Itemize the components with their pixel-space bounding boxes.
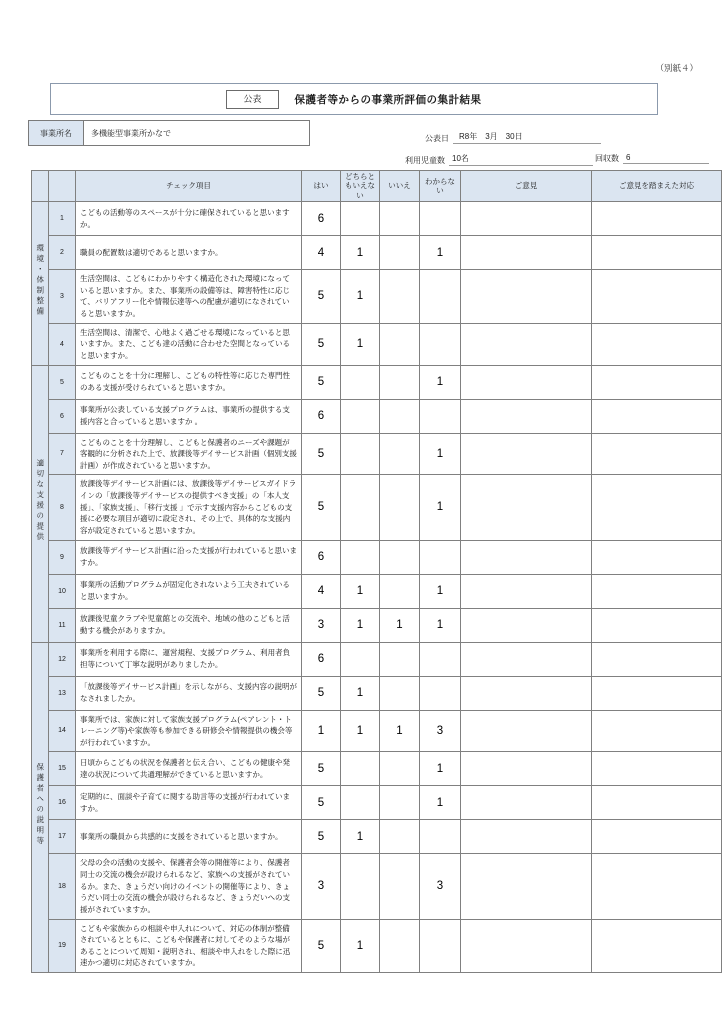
comment-cell (461, 608, 592, 642)
question-text: 事業所の活動プログラムが固定化されないよう工夫されていると思いますか。 (76, 574, 302, 608)
question-text: 職員の配置数は適切であると思いますか。 (76, 236, 302, 270)
action-cell (592, 365, 722, 399)
answer-count-yes: 3 (302, 854, 341, 919)
answer-count-unknown (420, 540, 461, 574)
table-row (32, 820, 722, 854)
survey-table (31, 170, 722, 973)
collected-count-line (595, 153, 709, 164)
comment-cell (461, 433, 592, 475)
answer-count-neither (341, 433, 380, 475)
action-cell (592, 919, 722, 973)
question-text: こどもの活動等のスペースが十分に確保されていると思いますか。 (76, 202, 302, 236)
answer-count-neither (341, 752, 380, 786)
users-count-label: 利用児童数 (405, 156, 445, 165)
answer-count-neither (341, 786, 380, 820)
answer-count-neither: 1 (341, 676, 380, 710)
answer-count-unknown (420, 202, 461, 236)
answer-count-yes: 1 (302, 710, 341, 752)
row-number: 17 (49, 820, 76, 854)
action-cell (592, 540, 722, 574)
answer-count-unknown: 3 (420, 710, 461, 752)
answer-count-yes: 4 (302, 236, 341, 270)
question-text: こどものことを十分理解し、こどもと保護者のニーズや課題が客観的に分析された上で、放課後等デイサービス計画（個別支援計画）が作成されていると思いますか。 (76, 433, 302, 475)
row-number: 10 (49, 574, 76, 608)
table-row (32, 642, 722, 676)
question-text: 「放課後等デイサービス計画」を示しながら、支援内容の説明がなされましたか。 (76, 676, 302, 710)
section-label-text: 保護者への説明等 (35, 762, 45, 847)
table-row (32, 236, 722, 270)
question-text: 生活空間は、こどもにわかりやすく構造化された環境になっていると思いますか。また、事業所の設備等は、障害特性に応じて、バリアフリー化や情報伝達等への配慮が適切になされていると思いますか。 (76, 270, 302, 324)
question-text: 事業所の職員から共感的に支援をされていると思いますか。 (76, 820, 302, 854)
question-text: 事業所が公表している支援プログラムは、事業所の提供する支援内容と合っていると思いますか 。 (76, 399, 302, 433)
answer-count-no (380, 854, 420, 919)
table-header-row (32, 171, 722, 202)
table-row (32, 574, 722, 608)
answer-count-yes: 6 (302, 540, 341, 574)
action-cell (592, 236, 722, 270)
row-number: 9 (49, 540, 76, 574)
corner-note: （別紙４） (655, 63, 698, 73)
answer-count-yes: 6 (302, 399, 341, 433)
answer-count-yes: 5 (302, 752, 341, 786)
row-number: 15 (49, 752, 76, 786)
answer-count-neither: 1 (341, 236, 380, 270)
action-cell (592, 270, 722, 324)
answer-count-no (380, 574, 420, 608)
users-count-value: 10名 (449, 153, 593, 166)
answer-count-neither: 1 (341, 323, 380, 365)
table-row (32, 752, 722, 786)
comment-cell (461, 752, 592, 786)
answer-count-no (380, 475, 420, 540)
answer-count-unknown: 1 (420, 608, 461, 642)
answer-count-neither (341, 854, 380, 919)
table-row (32, 323, 722, 365)
section-label (32, 642, 49, 973)
row-number: 11 (49, 608, 76, 642)
answer-count-unknown (420, 820, 461, 854)
action-cell (592, 752, 722, 786)
table-row (32, 854, 722, 919)
row-number: 19 (49, 919, 76, 973)
answer-count-yes: 6 (302, 202, 341, 236)
publish-date-label: 公表日 (425, 134, 449, 143)
header-number-blank (49, 171, 76, 202)
table-row (32, 433, 722, 475)
comment-cell (461, 919, 592, 973)
office-name-row (28, 120, 310, 146)
table-row (32, 202, 722, 236)
publish-date-line (425, 131, 601, 144)
answer-count-no (380, 236, 420, 270)
answer-count-neither (341, 475, 380, 540)
answer-count-unknown (420, 642, 461, 676)
header-answer-neither: どちらともいえない (341, 171, 380, 202)
table-row (32, 270, 722, 324)
action-cell (592, 574, 722, 608)
row-number: 6 (49, 399, 76, 433)
action-cell (592, 202, 722, 236)
answer-count-no (380, 786, 420, 820)
comment-cell (461, 820, 592, 854)
question-text: 放課後等デイサービス計画には、放課後等デイサービスガイドラインの「放課後等デイサービスの提供すべき支援」の「本人支援」、「家族支援」、「移行支援 」で示す支援内容からこどもの支援に必要な項目が適切に設定され、その上で、具体的な支援内容が設定されていると思いますか。 (76, 475, 302, 540)
question-text: 放課後等デイサービス計画に沿った支援が行われていると思いますか。 (76, 540, 302, 574)
row-number: 1 (49, 202, 76, 236)
answer-count-yes: 5 (302, 919, 341, 973)
action-cell (592, 710, 722, 752)
comment-cell (461, 475, 592, 540)
action-cell (592, 399, 722, 433)
answer-count-yes: 5 (302, 676, 341, 710)
answer-count-unknown: 1 (420, 786, 461, 820)
answer-count-no: 1 (380, 608, 420, 642)
answer-count-neither: 1 (341, 270, 380, 324)
row-number: 2 (49, 236, 76, 270)
section-label-text: 環境・体制整備 (35, 244, 45, 318)
collected-count-value: 6 (623, 153, 709, 164)
row-number: 12 (49, 642, 76, 676)
answer-count-no (380, 323, 420, 365)
answer-count-no (380, 270, 420, 324)
table-body (32, 202, 722, 973)
comment-cell (461, 236, 592, 270)
header-category-blank (32, 171, 49, 202)
answer-count-neither (341, 202, 380, 236)
answer-count-neither (341, 399, 380, 433)
question-text: 事業所では、家族に対して家族支援プログラム(ペアレント・トレーニング等)や家族等も参加できる研修会や情報提供の機会等が行われていますか。 (76, 710, 302, 752)
page-title: 保護者等からの事業所評価の集計結果 (294, 93, 482, 106)
section-label-text: 適切な支援の提供 (35, 459, 45, 543)
question-text: 定期的に、面談や子育てに関する助言等の支援が行われていますか。 (76, 786, 302, 820)
answer-count-yes: 5 (302, 365, 341, 399)
answer-count-unknown (420, 919, 461, 973)
answer-count-no (380, 642, 420, 676)
collected-count-label: 回収数 (595, 154, 619, 163)
action-cell (592, 820, 722, 854)
answer-count-unknown (420, 399, 461, 433)
row-number: 5 (49, 365, 76, 399)
table-row (32, 540, 722, 574)
action-cell (592, 323, 722, 365)
row-number: 18 (49, 854, 76, 919)
answer-count-unknown: 3 (420, 854, 461, 919)
answer-count-no (380, 540, 420, 574)
row-number: 4 (49, 323, 76, 365)
question-text: こどものことを十分に理解し、こどもの特性等に応じた専門性のある支援が受けられていると思いますか。 (76, 365, 302, 399)
comment-cell (461, 786, 592, 820)
comment-cell (461, 710, 592, 752)
question-text: 放課後児童クラブや児童館との交流や、地域の他のこどもと活動する機会がありますか。 (76, 608, 302, 642)
action-cell (592, 854, 722, 919)
comment-cell (461, 323, 592, 365)
answer-count-no (380, 433, 420, 475)
action-cell (592, 676, 722, 710)
answer-count-unknown (420, 676, 461, 710)
answer-count-yes: 4 (302, 574, 341, 608)
users-count-line (405, 153, 593, 166)
answer-count-neither (341, 540, 380, 574)
question-text: 日頃からこどもの状況を保護者と伝え合い、こどもの健康や発達の状況について共通理解ができていると思いますか。 (76, 752, 302, 786)
answer-count-yes: 6 (302, 642, 341, 676)
comment-cell (461, 270, 592, 324)
header-comments: ご意見 (461, 171, 592, 202)
row-number: 7 (49, 433, 76, 475)
section-label (32, 202, 49, 365)
answer-count-unknown (420, 323, 461, 365)
action-cell (592, 786, 722, 820)
answer-count-neither (341, 642, 380, 676)
question-text: 生活空間は、清潔で、心地よく過ごせる環境になっていると思いますか。また、こども達の活動に合わせた空間となっていると思いますか。 (76, 323, 302, 365)
title-box (50, 83, 658, 115)
answer-count-unknown: 1 (420, 475, 461, 540)
answer-count-yes: 5 (302, 475, 341, 540)
table-row (32, 399, 722, 433)
answer-count-unknown: 1 (420, 433, 461, 475)
office-name-label: 事業所名 (28, 120, 84, 146)
answer-count-neither: 1 (341, 710, 380, 752)
answer-count-no (380, 399, 420, 433)
comment-cell (461, 574, 592, 608)
header-response-to-comments: ご意見を踏まえた対応 (592, 171, 722, 202)
answer-count-unknown: 1 (420, 365, 461, 399)
question-text: 事業所を利用する際に、運営規程、支援プログラム、利用者負担等について丁寧な説明がありましたか。 (76, 642, 302, 676)
table-row (32, 710, 722, 752)
answer-count-neither: 1 (341, 820, 380, 854)
answer-count-neither (341, 365, 380, 399)
comment-cell (461, 202, 592, 236)
comment-cell (461, 399, 592, 433)
comment-cell (461, 540, 592, 574)
answer-count-neither: 1 (341, 608, 380, 642)
answer-count-no (380, 202, 420, 236)
section-label (32, 365, 49, 642)
answer-count-no: 1 (380, 710, 420, 752)
table-row (32, 919, 722, 973)
answer-count-yes: 5 (302, 323, 341, 365)
comment-cell (461, 365, 592, 399)
answer-count-unknown: 1 (420, 752, 461, 786)
publish-stamp: 公表 (226, 90, 278, 109)
answer-count-yes: 5 (302, 786, 341, 820)
table-row (32, 365, 722, 399)
answer-count-no (380, 919, 420, 973)
action-cell (592, 642, 722, 676)
comment-cell (461, 854, 592, 919)
header-check-item: チェック項目 (76, 171, 302, 202)
header-answer-no: いいえ (380, 171, 420, 202)
answer-count-neither: 1 (341, 919, 380, 973)
answer-count-unknown (420, 270, 461, 324)
answer-count-yes: 5 (302, 820, 341, 854)
comment-cell (461, 676, 592, 710)
answer-count-unknown: 1 (420, 236, 461, 270)
publish-date-value: R8年 3月 30日 (453, 131, 601, 144)
header-answer-yes: はい (302, 171, 341, 202)
action-cell (592, 433, 722, 475)
table-row (32, 475, 722, 540)
answer-count-unknown: 1 (420, 574, 461, 608)
answer-count-yes: 3 (302, 608, 341, 642)
header-answer-unknown: わからない (420, 171, 461, 202)
answer-count-no (380, 676, 420, 710)
office-name-value: 多機能型事業所かなで (84, 120, 310, 146)
answer-count-yes: 5 (302, 270, 341, 324)
row-number: 13 (49, 676, 76, 710)
action-cell (592, 475, 722, 540)
answer-count-no (380, 365, 420, 399)
question-text: こどもや家族からの相談や申入れについて、対応の体制が整備されているとともに、こどもや保護者に対してそのような場があることについて周知・説明され、相談や申入れをした際に迅速かつ適切に対応されていますか。 (76, 919, 302, 973)
answer-count-neither: 1 (341, 574, 380, 608)
answer-count-yes: 5 (302, 433, 341, 475)
answer-count-no (380, 752, 420, 786)
table-row (32, 786, 722, 820)
comment-cell (461, 642, 592, 676)
action-cell (592, 608, 722, 642)
row-number: 14 (49, 710, 76, 752)
row-number: 3 (49, 270, 76, 324)
question-text: 父母の会の活動の支援や、保護者会等の開催等により、保護者同士の交流の機会が設けられるなど、家族への支援がされているか。また、きょうだい向けのイベントの開催等により、きょうだい同士の交流の機会が設けられるなど、きょうだいへの支援がされていますか。 (76, 854, 302, 919)
row-number: 8 (49, 475, 76, 540)
row-number: 16 (49, 786, 76, 820)
table-row (32, 608, 722, 642)
answer-count-no (380, 820, 420, 854)
table-row (32, 676, 722, 710)
